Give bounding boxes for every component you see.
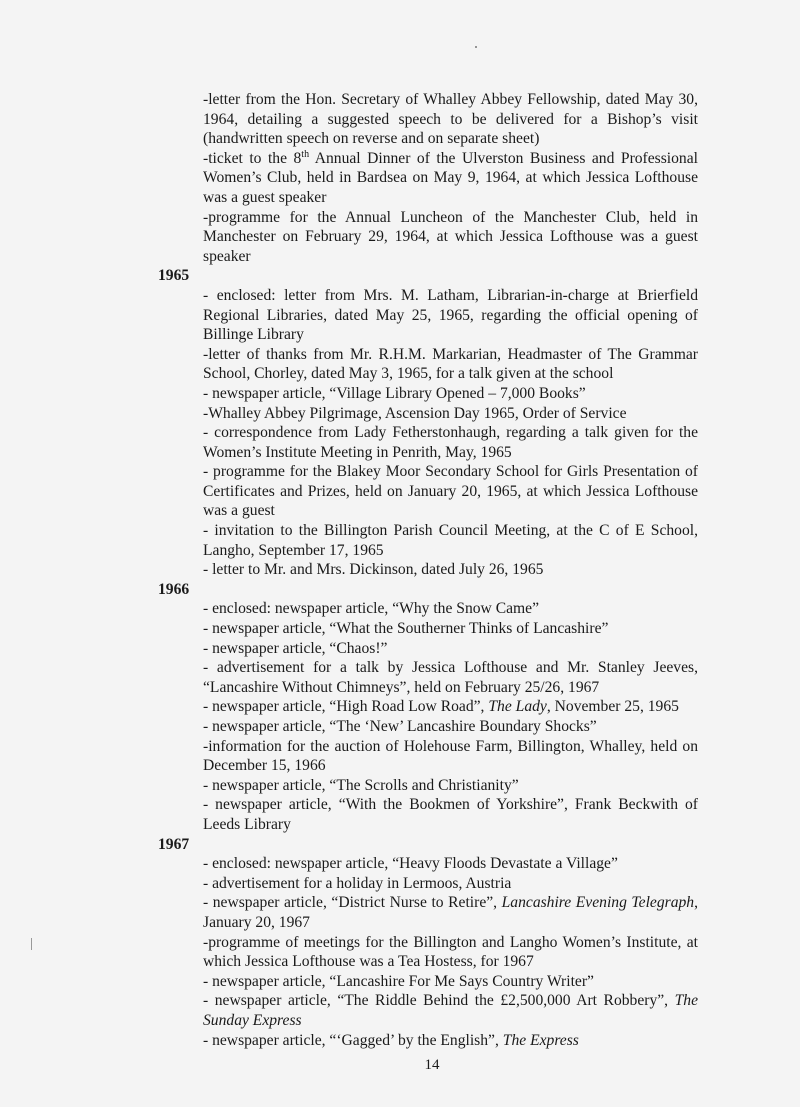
list-item: - enclosed: newspaper article, “Why the Snow Came”	[203, 600, 540, 618]
year-heading: 1967	[158, 835, 190, 853]
list-item: - newspaper article, “Lancashire For Me Says Country Writer”	[203, 972, 594, 990]
list-item: -information for the auction of Holehouse Farm, Billington, Whalley, held on December 15, 1966	[203, 737, 698, 775]
list-item: - advertisement for a talk by Jessica Lofthouse and Mr. Stanley Jeeves, “Lancashire Without Chimneys”, held on February 25/26, 1967	[203, 659, 698, 696]
list-item: - correspondence from Lady Fetherstonhaugh, regarding a talk given for the Women’s Institute Meeting in Penrith, May, 1965	[203, 424, 698, 461]
list-item: - invitation to the Billington Parish Council Meeting, at the C of E School, Langho, September 17, 1965	[203, 522, 698, 559]
year-heading: 1966	[158, 580, 190, 598]
list-item: - newspaper article, “The Riddle Behind the £2,500,000 Art Robbery”, The Sunday Express	[203, 992, 698, 1029]
document-body	[158, 90, 698, 1050]
list-item: -programme for the Annual Luncheon of the Manchester Club, held in Manchester on February 29, 1964, at which Jessica Lofthouse was a guest speaker	[203, 208, 698, 265]
list-item: - newspaper article, “‘Gagged’ by the English”, The Express	[203, 1031, 579, 1049]
list-item: -letter from the Hon. Secretary of Whalley Abbey Fellowship, dated May 30, 1964, detailing a suggested speech to be delivered for a Bishop’s visit (handwritten speech on reverse and on separate sheet)	[203, 91, 698, 148]
list-item: - enclosed: letter from Mrs. M. Latham, Librarian-in-charge at Brierfield Regional Libraries, dated May 25, 1965, regarding the official opening of Billinge Library	[203, 286, 698, 344]
page-number: 14	[424, 1057, 440, 1073]
year-heading: 1965	[158, 267, 190, 285]
list-item: -programme of meetings for the Billington and Langho Women’s Institute, at which Jessica Lofthouse was a Tea Hostess, for 1967	[203, 933, 698, 971]
list-item: - newspaper article, “With the Bookmen of Yorkshire”, Frank Beckwith of Leeds Library	[203, 796, 698, 833]
list-item: -ticket to the 8th Annual Dinner of the Ulverston Business and Professional Women’s Club, held in Bardsea on May 9, 1964, at which Jessica Lofthouse was a guest speaker	[203, 148, 698, 206]
list-item: - newspaper article, “What the Southerner Thinks of Lancashire”	[203, 620, 609, 638]
list-item: -Whalley Abbey Pilgrimage, Ascension Day 1965, Order of Service	[203, 404, 627, 422]
list-item: - advertisement for a holiday in Lermoos, Austria	[203, 874, 512, 892]
scan-speck	[475, 46, 477, 48]
list-item: - newspaper article, “District Nurse to Retire”, Lancashire Evening Telegraph, January 20, 1967	[203, 894, 699, 931]
list-item: - newspaper article, “Chaos!”	[203, 639, 388, 657]
list-item: - programme for the Blakey Moor Secondary School for Girls Presentation of Certificates and Prizes, held on January 20, 1965, at which Jessica Lofthouse was a guest	[203, 463, 698, 520]
list-item: -letter of thanks from Mr. R.H.M. Markarian, Headmaster of The Grammar School, Chorley, dated May 3, 1965, for a talk given at the school	[203, 345, 698, 383]
scan-mark	[31, 938, 32, 950]
list-item: - newspaper article, “High Road Low Road”, The Lady, November 25, 1965	[203, 698, 679, 716]
list-item: - newspaper article, “The ‘New’ Lancashire Boundary Shocks”	[203, 718, 597, 735]
list-item: - newspaper article, “Village Library Opened – 7,000 Books”	[203, 384, 586, 402]
list-item: - letter to Mr. and Mrs. Dickinson, dated July 26, 1965	[203, 561, 544, 579]
list-item: - newspaper article, “The Scrolls and Christianity”	[203, 776, 519, 794]
list-item: - enclosed: newspaper article, “Heavy Floods Devastate a Village”	[203, 855, 618, 873]
